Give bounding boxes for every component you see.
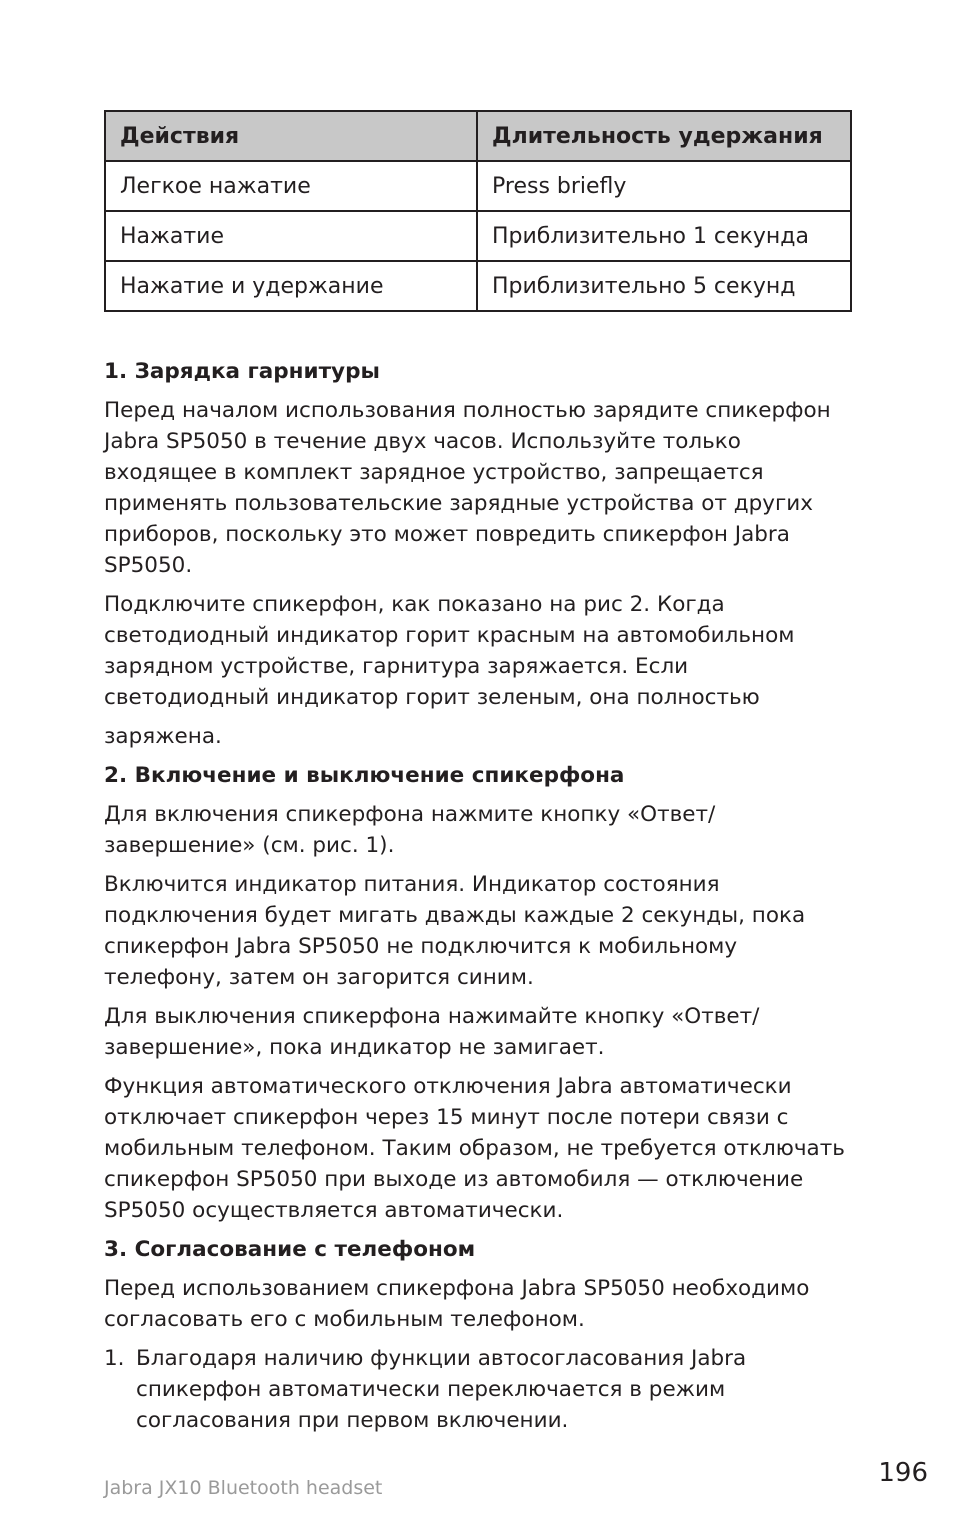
paragraph: Для включения спикерфона нажмите кнопку «Ответ/ завершение» (см. рис. 1). <box>104 802 716 858</box>
paragraph: Включится индикатор питания. Индикатор состояния подключения будет мигать дважды каждые 2 секунды, пока спикерфон Jabra SP5050 не подключится к мобильному телефону, затем он загорится синим. <box>104 872 806 990</box>
section-heading: 1. Зарядка гарнитуры <box>104 359 380 384</box>
table-cell-action: Нажатие <box>105 211 477 261</box>
paragraph: заряжена. <box>104 724 222 749</box>
document-body <box>104 356 850 1436</box>
table-cell-action: Нажатие и удержание <box>105 261 477 311</box>
section-heading: 3. Согласование с телефоном <box>104 1237 476 1262</box>
table-header-row <box>105 111 851 161</box>
column-header-duration: Длительность удержания <box>477 111 851 161</box>
table-cell-action: Легкое нажатие <box>105 161 477 211</box>
table-row <box>105 161 851 211</box>
paragraph: Перед началом использования полностью зарядите спикерфон Jabra SP5050 в течение двух часов. Используйте только входящее в комплект зарядное устройство, запрещается применять пользовательские зарядные устройства от других приборов, поскольку это может повредить спикерфон Jabra SP5050. <box>104 398 831 578</box>
page-number: 196 <box>878 1458 928 1488</box>
section-heading: 2. Включение и выключение спикерфона <box>104 763 625 788</box>
footer-product-name: Jabra JX10 Bluetooth headset <box>104 1477 383 1499</box>
actions-table <box>104 110 852 312</box>
table-cell-duration: Press briefly <box>477 161 851 211</box>
column-header-actions: Действия <box>105 111 477 161</box>
table-cell-duration: Приблизительно 5 секунд <box>477 261 851 311</box>
paragraph: Функция автоматического отключения Jabra автоматически отключает спикерфон через 15 минут после потери связи с мобильным телефоном. Таким образом, не требуется отключать спикерфон SP5050 при выходе из автомобиля — отключение SP5050 осуществляется автоматически. <box>104 1074 845 1223</box>
section-pairing <box>104 1234 850 1436</box>
paragraph: Подключите спикерфон, как показано на рис 2. Когда светодиодный индикатор горит красным на автомобильном зарядном устройстве, гарнитура заряжается. Если светодиодный индикатор горит зеленым, она полностью <box>104 592 795 710</box>
list-item-number: 1. <box>104 1346 125 1371</box>
section-charging <box>104 356 850 752</box>
table-row <box>105 261 851 311</box>
page-content <box>104 110 850 1436</box>
numbered-list <box>104 1343 850 1436</box>
table-cell-duration: Приблизительно 1 секунда <box>477 211 851 261</box>
list-item <box>104 1343 850 1436</box>
table-row <box>105 211 851 261</box>
list-item-text: Благодаря наличию функции автосогласования Jabra спикерфон автоматически переключается в режим согласования при первом включении. <box>136 1346 747 1433</box>
paragraph: Для выключения спикерфона нажимайте кнопку «Ответ/ завершение», пока индикатор не замигает. <box>104 1004 760 1060</box>
paragraph: Перед использованием спикерфона Jabra SP5050 необходимо согласовать его с мобильным телефоном. <box>104 1276 810 1332</box>
section-power <box>104 760 850 1226</box>
